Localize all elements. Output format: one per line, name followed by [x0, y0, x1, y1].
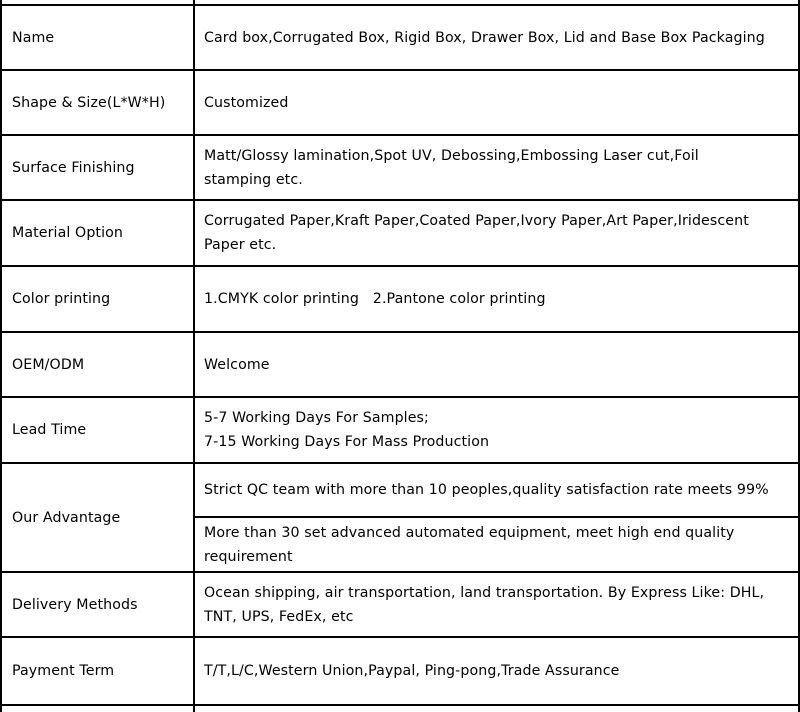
row-value-oem-odm — [194, 333, 800, 396]
value-line: Strict QC team with more than 10 peoples,quality satisfaction rate meets 99% — [204, 482, 769, 498]
row-value-payment-term — [194, 638, 800, 704]
value-line: stamping etc. — [204, 171, 303, 188]
value-line: Matt/Glossy lamination,Spot UV, Debossing,Embossing Laser cut,Foil — [204, 147, 699, 164]
row-label-lead-time: Lead Time — [12, 422, 87, 438]
row-label-material-option: Material Option — [12, 225, 123, 241]
row-value-advantage-2 — [194, 518, 800, 571]
row-label-name: Name — [12, 29, 55, 46]
value-line: 1.CMYK color printing 2.Pantone color printing — [204, 291, 546, 307]
value-line: Welcome — [204, 356, 270, 373]
row-value-delivery-methods — [194, 573, 800, 636]
row-value-lead-time — [194, 398, 800, 462]
value-line: TNT, UPS, FedEx, etc — [204, 608, 354, 625]
value-line: Ocean shipping, air transportation, land transportation. By Express Like: DHL, — [204, 584, 765, 601]
row-label-oem-odm: OEM/ODM — [12, 356, 85, 373]
row-label-our-advantage: Our Advantage — [12, 509, 121, 526]
value-line: T/T,L/C,Western Union,Paypal, Ping-pong,Trade Assurance — [204, 663, 620, 679]
row-label-color-printing: Color printing — [12, 291, 111, 307]
value-line: 5-7 Working Days For Samples; — [204, 410, 429, 426]
row-label-shape-size: Shape & Size(L*W*H) — [12, 94, 166, 111]
value-line: Card box,Corrugated Box, Rigid Box, Drawer Box, Lid and Base Box Packaging — [204, 29, 765, 46]
value-line: More than 30 set advanced automated equipment, meet high end quality — [204, 524, 735, 541]
row-value-shape-size — [194, 71, 800, 134]
row-label-delivery-methods: Delivery Methods — [12, 596, 138, 613]
value-line: Corrugated Paper,Kraft Paper,Coated Paper,Ivory Paper,Art Paper,Iridescent — [204, 213, 749, 229]
row-divider — [0, 704, 800, 706]
row-value-name — [194, 6, 800, 69]
row-label-surface-finishing: Surface Finishing — [12, 159, 135, 176]
row-label-payment-term: Payment Term — [12, 663, 115, 679]
row-value-material-option — [194, 201, 800, 265]
value-line: Customized — [204, 94, 289, 111]
value-line: Paper etc. — [204, 237, 277, 253]
row-value-advantage-1 — [194, 464, 800, 516]
row-value-color-printing — [194, 267, 800, 331]
row-value-surface-finishing — [194, 136, 800, 199]
value-line: 7-15 Working Days For Mass Production — [204, 434, 490, 450]
value-line: requirement — [204, 548, 293, 565]
